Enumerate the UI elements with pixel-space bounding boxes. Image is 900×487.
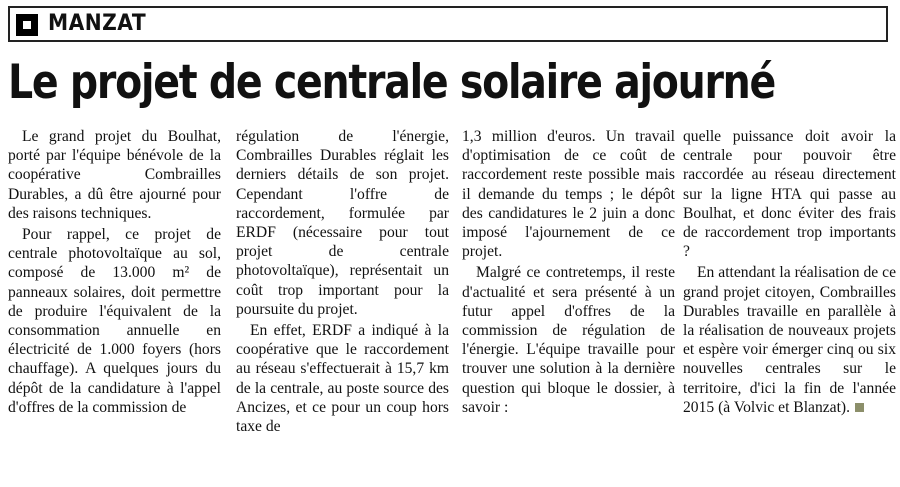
column-3-paragraph-1: 1,3 million d'euros. Un travail d'optimisation de ce coût de raccordement reste possible mais il demande du temps ; le dépôt des candidatures le 2 juin a donc imposé l'ajournement de ce projet. <box>462 128 675 261</box>
section-label: MANZAT <box>48 11 147 36</box>
column-2-paragraph-2: En effet, ERDF a indiqué à la coopérative que le raccordement au réseau s'effectuerait à 15,7 km de la centrale, au poste source des Ancizes, et ce pour un coup hors taxe de <box>236 322 449 436</box>
column-1-paragraph-2: Pour rappel, ce projet de centrale photovoltaïque au sol, composé de 13.000 m² de panneaux solaires, doit permettre de produire l'équivalent de la consommation annuelle en électricité de 1.000 foyers (hors chauffage). A quelques jours du dépôt de la candidature à l'appel d'offres de la commission de <box>8 226 221 416</box>
article-column-1 <box>8 127 221 419</box>
column-1-paragraph-1: Le grand projet du Boulhat, porté par l'équipe bénévole de la coopérative Combrailles Durables, a dû être ajourné pour des raisons techniques. <box>8 128 221 222</box>
column-4-paragraph-1: quelle puissance doit avoir la centrale pour pouvoir être raccordée au réseau directement sur la ligne HTA qui passe au Boulhat, et donc éviter des frais de raccordement trop importants ? <box>683 128 896 261</box>
end-of-article-square-icon <box>855 403 864 412</box>
article-column-3 <box>462 127 675 419</box>
column-4-paragraph-2 <box>683 263 896 417</box>
column-4-paragraph-2-text: En attendant la réalisation de ce grand projet citoyen, Combrailles Durables travaille en parallèle à la réalisation de nouveaux projets et espère voir émerger cinq ou six nouvelles centrales sur le territoire, d'ici la fin de l'année 2015 (à Volvic et Blanzat). <box>683 264 896 416</box>
column-3-paragraph-2: Malgré ce contretemps, il reste d'actualité et sera présenté à un futur appel d'offres de la commission de régulation de l'énergie. L'équipe travaille pour trouver une solution à la dernière question qui bloque le dossier, à savoir : <box>462 264 675 416</box>
column-2-paragraph-1: régulation de l'énergie, Combrailles Durables réglait les derniers détails de son projet. Cependant l'offre de raccordement, formulée par ERDF (nécessaire pour tout projet de centrale photovoltaïque), représentait un coût trop important pour la poursuite du projet. <box>236 128 449 318</box>
section-banner <box>8 6 888 42</box>
article-headline: Le projet de centrale solaire ajourné <box>8 55 776 110</box>
square-bullet-icon <box>16 14 38 36</box>
article-column-2 <box>236 127 449 438</box>
article-column-4 <box>683 127 896 419</box>
